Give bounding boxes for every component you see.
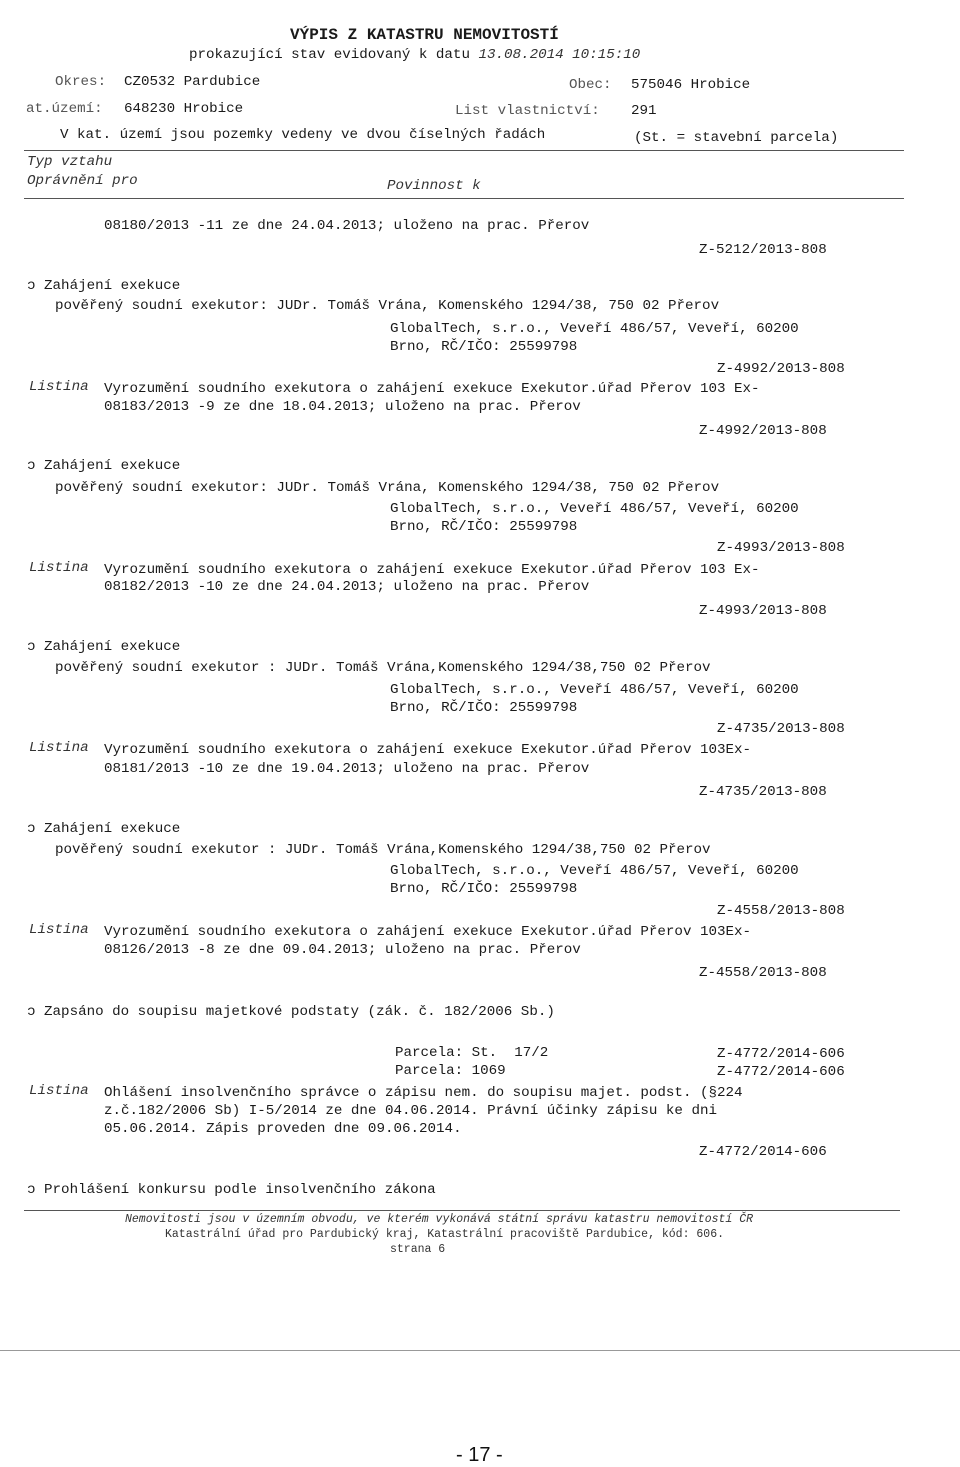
entry-title: ɔ Zahájení exekuce xyxy=(27,639,181,655)
column-typ: Typ vztahu xyxy=(27,154,113,170)
soupis-title: ɔ Zapsáno do soupisu majetkové podstaty (zák. č. 182/2006 Sb.) xyxy=(27,1004,555,1020)
soupis-listina-1: Ohlášení insolvenčního správce o zápisu nem. do soupisu majet. podst. (§224 xyxy=(104,1085,743,1101)
entry-role: pověřený soudní exekutor : JUDr. Tomáš Vrána,Komenského 1294/38,750 02 Přerov xyxy=(55,660,711,676)
soupis-parcel-1: Parcela: St. 17/2 xyxy=(395,1045,549,1061)
listina-label: Listina xyxy=(29,379,89,395)
lv-label: List vlastnictví: xyxy=(455,103,600,119)
entry-ref: Z-4992/2013-808 xyxy=(717,361,845,377)
entry-party: GlobalTech, s.r.o., Veveří 486/57, Veveří, 60200 xyxy=(390,501,799,517)
top-listina-line: 08180/2013 -11 ze dne 24.04.2013; uloženo na prac. Přerov xyxy=(104,218,590,234)
document-title: VÝPIS Z KATASTRU NEMOVITOSTÍ xyxy=(290,26,559,44)
listina-label: Listina xyxy=(29,922,89,938)
listina-text-2: 08126/2013 -8 ze dne 09.04.2013; uloženo na prac. Přerov xyxy=(104,942,581,958)
listina-ref: Z-4992/2013-808 xyxy=(699,423,827,439)
listina-ref: Z-4735/2013-808 xyxy=(699,784,827,800)
entry-title: ɔ Zahájení exekuce xyxy=(27,458,181,474)
footer-rule xyxy=(24,1210,900,1211)
soupis-parcel-2: Parcela: 1069 xyxy=(395,1063,506,1079)
entry-role: pověřený soudní exekutor : JUDr. Tomáš Vrána,Komenského 1294/38,750 02 Přerov xyxy=(55,842,711,858)
header-rule xyxy=(24,150,904,151)
listina-ref: Z-4993/2013-808 xyxy=(699,603,827,619)
uzemi-value: 648230 Hrobice xyxy=(124,101,244,117)
entry-party: GlobalTech, s.r.o., Veveří 486/57, Veveří, 60200 xyxy=(390,321,799,337)
konkurs-title: ɔ Prohlášení konkursu podle insolvenčního zákona xyxy=(27,1182,436,1198)
page-number: - 17 - xyxy=(456,1444,503,1466)
entry-party: GlobalTech, s.r.o., Veveří 486/57, Veveří, 60200 xyxy=(390,682,799,698)
listina-ref: Z-4558/2013-808 xyxy=(699,965,827,981)
soupis-listina-3: 05.06.2014. Zápis proveden dne 09.06.2014. xyxy=(104,1121,462,1137)
entry-party: GlobalTech, s.r.o., Veveří 486/57, Veveří, 60200 xyxy=(390,863,799,879)
listina-text-2: 08181/2013 -10 ze dne 19.04.2013; uloženo na prac. Přerov xyxy=(104,761,590,777)
listina-label: Listina xyxy=(29,1083,89,1099)
listina-text: Vyrozumění soudního exekutora o zahájení exekuce Exekutor.úřad Přerov 103 Ex- xyxy=(104,562,760,578)
listina-text: Vyrozumění soudního exekutora o zahájení exekuce Exekutor.úřad Přerov 103Ex- xyxy=(104,924,752,940)
uzemi-label: at.území: xyxy=(26,101,103,117)
extract-date: 13.08.2014 10:15:10 xyxy=(478,47,641,63)
lv-value: 291 xyxy=(631,103,657,119)
column-opravneni: Oprávnění pro xyxy=(27,173,138,189)
soupis-ref: Z-4772/2014-606 xyxy=(699,1144,827,1160)
footer-line-2: Katastrální úřad pro Pardubický kraj, Katastrální pracoviště Pardubice, kód: 606. xyxy=(165,1228,724,1241)
entry-role: pověřený soudní exekutor: JUDr. Tomáš Vrána, Komenského 1294/38, 750 02 Přerov xyxy=(55,298,720,314)
entry-ref: Z-4735/2013-808 xyxy=(717,721,845,737)
obec-label: Obec: xyxy=(569,77,612,93)
entry-party-id: Brno, RČ/IČO: 25599798 xyxy=(390,700,578,716)
entry-party-id: Brno, RČ/IČO: 25599798 xyxy=(390,339,578,355)
subtitle: prokazující stav evidovaný k datu 13.08.2014 10:15:10 xyxy=(189,47,641,63)
top-ref: Z-5212/2013-808 xyxy=(699,242,827,258)
entry-title: ɔ Zahájení exekuce xyxy=(27,278,181,294)
listina-text: Vyrozumění soudního exekutora o zahájení exekuce Exekutor.úřad Přerov 103Ex- xyxy=(104,742,752,758)
okres-label: Okres: xyxy=(55,74,107,90)
soupis-listina-2: z.č.182/2006 Sb) I-5/2014 ze dne 04.06.2014. Právní účinky zápisu ke dni xyxy=(104,1103,717,1119)
entry-ref: Z-4558/2013-808 xyxy=(717,903,845,919)
entry-title: ɔ Zahájení exekuce xyxy=(27,821,181,837)
okres-value: CZ0532 Pardubice xyxy=(124,74,261,90)
parcel-note-right: (St. = stavební parcela) xyxy=(634,130,839,146)
footer-line-1: Nemovitosti jsou v územním obvodu, ve kterém vykonává státní správu katastru nemovitostí ČR xyxy=(125,1213,754,1226)
listina-text-2: 08183/2013 -9 ze dne 18.04.2013; uloženo na prac. Přerov xyxy=(104,399,581,415)
entry-party-id: Brno, RČ/IČO: 25599798 xyxy=(390,519,578,535)
columns-rule xyxy=(24,198,904,199)
soupis-parcel-2-ref: Z-4772/2014-606 xyxy=(717,1064,845,1080)
column-povinnost: Povinnost k xyxy=(387,178,481,194)
listina-text-2: 08182/2013 -10 ze dne 24.04.2013; uloženo na prac. Přerov xyxy=(104,579,590,595)
footer-page-label: strana 6 xyxy=(390,1243,446,1256)
page-edge-rule xyxy=(0,1350,960,1351)
entry-role: pověřený soudní exekutor: JUDr. Tomáš Vrána, Komenského 1294/38, 750 02 Přerov xyxy=(55,480,720,496)
obec-value: 575046 Hrobice xyxy=(631,77,751,93)
entry-ref: Z-4993/2013-808 xyxy=(717,540,845,556)
listina-label: Listina xyxy=(29,740,89,756)
soupis-parcel-1-ref: Z-4772/2014-606 xyxy=(717,1046,845,1062)
listina-label: Listina xyxy=(29,560,89,576)
entry-party-id: Brno, RČ/IČO: 25599798 xyxy=(390,881,578,897)
parcel-note: V kat. území jsou pozemky vedeny ve dvou číselných řadách xyxy=(60,127,546,143)
listina-text: Vyrozumění soudního exekutora o zahájení exekuce Exekutor.úřad Přerov 103 Ex- xyxy=(104,381,760,397)
